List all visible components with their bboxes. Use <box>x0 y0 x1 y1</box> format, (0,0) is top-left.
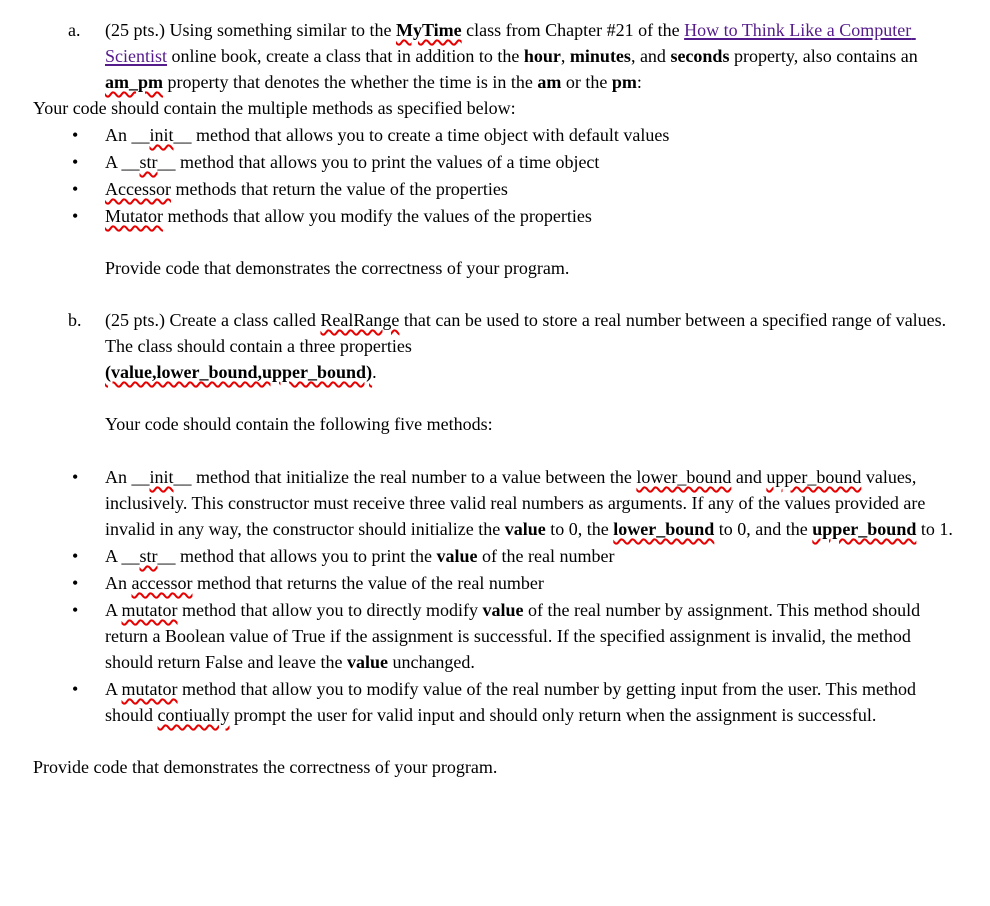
text-segment: method that allow you to directly modify <box>177 600 483 620</box>
text-segment: , <box>560 46 570 66</box>
bullet-b-mutator-input <box>72 676 955 728</box>
text-segment: Provide code that demonstrates the correctness of your program. <box>33 757 498 777</box>
text-segment: lower_bound <box>636 467 732 487</box>
text-segment: seconds <box>670 46 730 66</box>
text-segment: An <box>105 125 132 145</box>
text-segment: str <box>139 546 158 566</box>
bullet-icon: • <box>72 467 79 487</box>
text-segment: to 0, the <box>545 519 614 539</box>
text-segment: __ <box>131 467 150 487</box>
text-segment: , and <box>630 46 671 66</box>
text-segment: __ <box>121 152 140 172</box>
list-item-text <box>105 17 955 95</box>
text-segment: am_pm <box>105 72 163 92</box>
blank-line <box>33 437 955 463</box>
link-how-to-think-like-a-computer-scientist[interactable]: How to Think Like a Computer Scientist <box>105 20 916 66</box>
list-item-text <box>105 307 955 385</box>
text-segment: (value,lower_bound,upper_bound) <box>105 362 373 382</box>
bullet-icon: • <box>72 679 79 699</box>
text-segment: A <box>105 679 122 699</box>
section-item-a <box>68 17 955 95</box>
text-segment: __ <box>173 467 192 487</box>
bullet-a-accessor <box>72 176 955 202</box>
text-segment: methods that return the value of the properties <box>170 179 508 199</box>
list-item-text <box>105 176 955 202</box>
text-segment: Your code should contain the multiple methods as specified below: <box>33 98 516 118</box>
text-segment: lower_bound <box>613 519 715 539</box>
list-item-text <box>105 543 955 569</box>
bullet-icon: • <box>72 152 79 172</box>
text-segment: and <box>731 467 767 487</box>
text-segment: A <box>105 600 122 620</box>
text-segment: property that denotes the whether the time is in the <box>163 72 538 92</box>
text-segment: property, also contains an <box>729 46 923 66</box>
text-segment: Provide code that demonstrates the correctness of your program. <box>105 258 570 278</box>
bullet-a-mutator <box>72 203 955 229</box>
blank-line <box>33 229 955 255</box>
list-marker-a: a. <box>68 20 81 40</box>
text-segment: Mutator <box>105 206 163 226</box>
text-segment: value <box>504 519 546 539</box>
text-segment: __ <box>157 546 176 566</box>
text-segment: __ <box>131 125 150 145</box>
blank-line <box>33 281 955 307</box>
bullet-b-accessor <box>72 570 955 596</box>
text-segment: (25 pts.) Using something similar to the <box>105 20 396 40</box>
text-segment: of the real number by assignment. This method should return a Boolean value of True if the assignment is successful. If the specified assignment is invalid, the method should return False and leave the <box>105 600 925 672</box>
text-segment: value <box>436 546 478 566</box>
list-item-text <box>105 122 955 148</box>
section-item-b <box>68 307 955 385</box>
list-marker-b: b. <box>68 310 82 330</box>
text-segment: method that allows you to print the values of a time object <box>175 152 600 172</box>
text-segment: method that allow you to modify value of the real number by getting input from the user. This method should <box>105 679 921 725</box>
text-segment: Your code should contain the following five methods: <box>105 414 493 434</box>
text-segment: unchanged. <box>387 652 475 672</box>
text-segment: contiually <box>157 705 230 725</box>
text-segment: of the real number <box>477 546 615 566</box>
list-item-text <box>105 149 955 175</box>
text-segment: : <box>636 72 642 92</box>
text-segment: methods that allow you modify the values of the properties <box>163 206 592 226</box>
text-segment: to 0, and the <box>714 519 813 539</box>
text-segment: method that initialize the real number to a value between the <box>191 467 637 487</box>
text-segment: online book, create a class that in addition to the <box>167 46 524 66</box>
text-segment: (25 pts.) Create a class called <box>105 310 321 330</box>
text-segment: method that allows you to create a time object with default values <box>191 125 670 145</box>
text-segment: . <box>372 362 377 382</box>
text-segment: init <box>149 467 174 487</box>
document-body <box>33 17 955 780</box>
text-segment: value <box>346 652 388 672</box>
text-segment: A <box>105 546 122 566</box>
blank-line <box>33 728 955 754</box>
text-segment: value <box>482 600 524 620</box>
blank-line <box>33 385 955 411</box>
text-segment: mutator <box>121 679 178 699</box>
text-segment: RealRange <box>320 310 400 330</box>
intro-methods-a <box>33 95 955 121</box>
bullet-icon: • <box>72 546 79 566</box>
bullet-icon: • <box>72 206 79 226</box>
text-segment: class from Chapter #21 of the <box>461 20 685 40</box>
bullet-a-str <box>72 149 955 175</box>
text-segment: str <box>139 152 158 172</box>
text-segment: method that returns the value of the real number <box>192 573 544 593</box>
list-item-text <box>105 203 955 229</box>
text-segment: prompt the user for valid input and should only return when the assignment is successful. <box>229 705 877 725</box>
text-segment: that can be used to store a real number between a specified range of values. The class should contain a three properties <box>105 310 951 356</box>
bullet-b-str <box>72 543 955 569</box>
provide-code-a <box>105 255 955 281</box>
text-segment: upper_bound <box>812 519 917 539</box>
text-segment: to 1. <box>916 519 953 539</box>
text-segment: mutator <box>121 600 178 620</box>
text-segment: __ <box>121 546 140 566</box>
text-segment: An <box>105 467 132 487</box>
bullet-icon: • <box>72 179 79 199</box>
list-item-text <box>105 676 955 728</box>
provide-code-final <box>33 754 955 780</box>
text-segment: hour <box>523 46 561 66</box>
text-segment: accessor <box>131 573 193 593</box>
text-segment: An <box>105 573 132 593</box>
text-segment: minutes <box>569 46 631 66</box>
bullet-b-mutator-assignment <box>72 597 955 675</box>
bullet-icon: • <box>72 125 79 145</box>
bullet-icon: • <box>72 573 79 593</box>
bullet-b-init <box>72 464 955 542</box>
text-segment: init <box>149 125 174 145</box>
text-segment: upper_bound <box>766 467 862 487</box>
text-segment: MyTime <box>395 20 462 40</box>
list-item-text <box>105 597 955 675</box>
text-segment: values, inclusively. This constructor must receive three valid real numbers as arguments. If any of the values provided are invalid in any way, the constructor should initialize the <box>105 467 930 539</box>
bullet-icon: • <box>72 600 79 620</box>
text-segment: pm <box>611 72 637 92</box>
text-segment: am <box>537 72 562 92</box>
list-item-text <box>105 570 955 596</box>
list-item-text <box>105 464 955 542</box>
text-segment: Accessor <box>105 179 171 199</box>
text-segment: or the <box>561 72 612 92</box>
text-segment: A <box>105 152 122 172</box>
text-segment: __ <box>173 125 192 145</box>
intro-methods-b <box>105 411 955 437</box>
bullet-a-init <box>72 122 955 148</box>
text-segment: method that allows you to print the <box>175 546 437 566</box>
text-segment: __ <box>157 152 176 172</box>
